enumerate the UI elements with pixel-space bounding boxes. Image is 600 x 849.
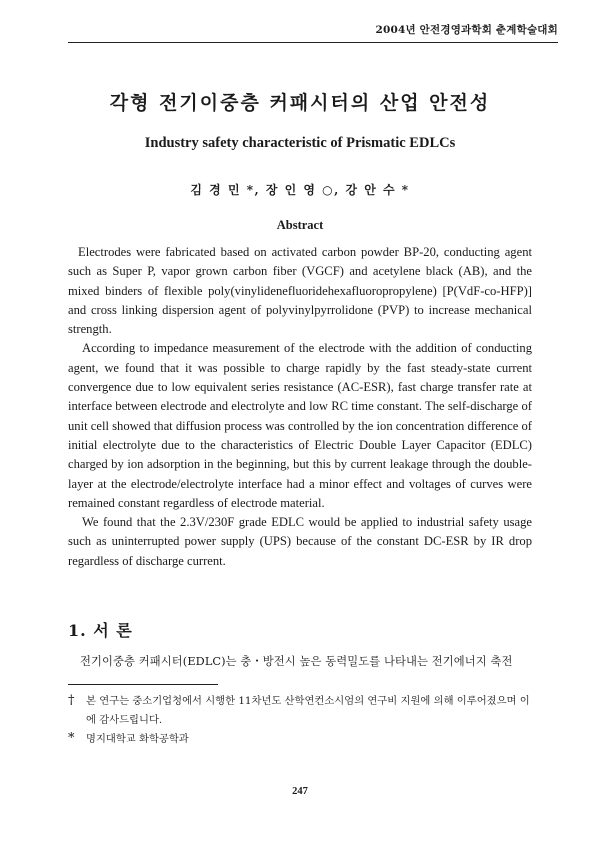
header-rule bbox=[68, 42, 558, 43]
author-list: 김 경 민 *, 장 인 영 ○, 강 안 수 * bbox=[190, 183, 410, 197]
footnote-text: 명지대학교 화학공학과 bbox=[86, 733, 189, 745]
footnotes bbox=[68, 692, 538, 749]
page-number: 247 bbox=[292, 786, 308, 797]
footnote-text: 본 연구는 중소기업청에서 시행한 11차년도 산학연컨소시엄의 연구비 지원에 의해 이루어졌으며 이에 감사드립니다. bbox=[86, 695, 530, 726]
asterisk-mark: * bbox=[68, 731, 75, 746]
abstract-paragraph: According to impedance measurement of the electrode with the addition of conducting agent, we found that it was possible to charge rapidly by the fast steady-state current convergence due to low equivalent series resistance (AC-ESR), fast charge transfer rate at interface between electrode and electrolyte and low RC time constant. The self-discharge of unit cell showed that diffusion process was controlled by the ion concentration difference of initial electrolyte due to the characteristics of Electric Double Layer Capacitor (EDLC) charged by ion adsorption in the beginning, but this by current leakage through the double-layer at the electrode/electrolyte interface had a minor effect and voltages of curves were remained constant regardless of electrode material. bbox=[68, 341, 532, 510]
title-korean: 각형 전기이중층 커패시터의 산업 안전성 bbox=[109, 92, 491, 114]
introduction-text: 전기이중층 커패시터(EDLC)는 충・방전시 높은 동력밀도를 나타내는 전기에너지 축전 bbox=[80, 655, 513, 668]
running-header: 2004년 안전경영과학회 춘계학술대회 bbox=[375, 24, 558, 36]
footnote-affiliation bbox=[68, 730, 538, 749]
title-english: Industry safety characteristic of Prismatic EDLCs bbox=[144, 135, 456, 151]
abstract-paragraph: We found that the 2.3V/230F grade EDLC would be applied to industrial safety usage such as uninterrupted power supply (UPS) because of the constant DC-ESR by IR drop regardless of discharge current. bbox=[68, 515, 532, 568]
footnote-rule bbox=[68, 684, 218, 685]
abstract-paragraph: Electrodes were fabricated based on activated carbon powder BP-20, conducting agent such as Super P, vapor grown carbon fiber (VGCF) and acetylene black (AB), and the mixed binders of flexible poly(vinylidenefluoridehexafluoropropylene) [P(VdF-co-HFP)] and cross linking dispersion agent of polyvinylpyrrolidone (PVP) to increase mechanical strength. bbox=[68, 245, 532, 337]
dagger-mark: † bbox=[68, 693, 75, 708]
section-heading-introduction: 1. 서 론 bbox=[68, 621, 133, 640]
abstract-heading: Abstract bbox=[276, 218, 324, 232]
abstract-body bbox=[68, 243, 532, 571]
footnote-funding bbox=[68, 692, 538, 730]
